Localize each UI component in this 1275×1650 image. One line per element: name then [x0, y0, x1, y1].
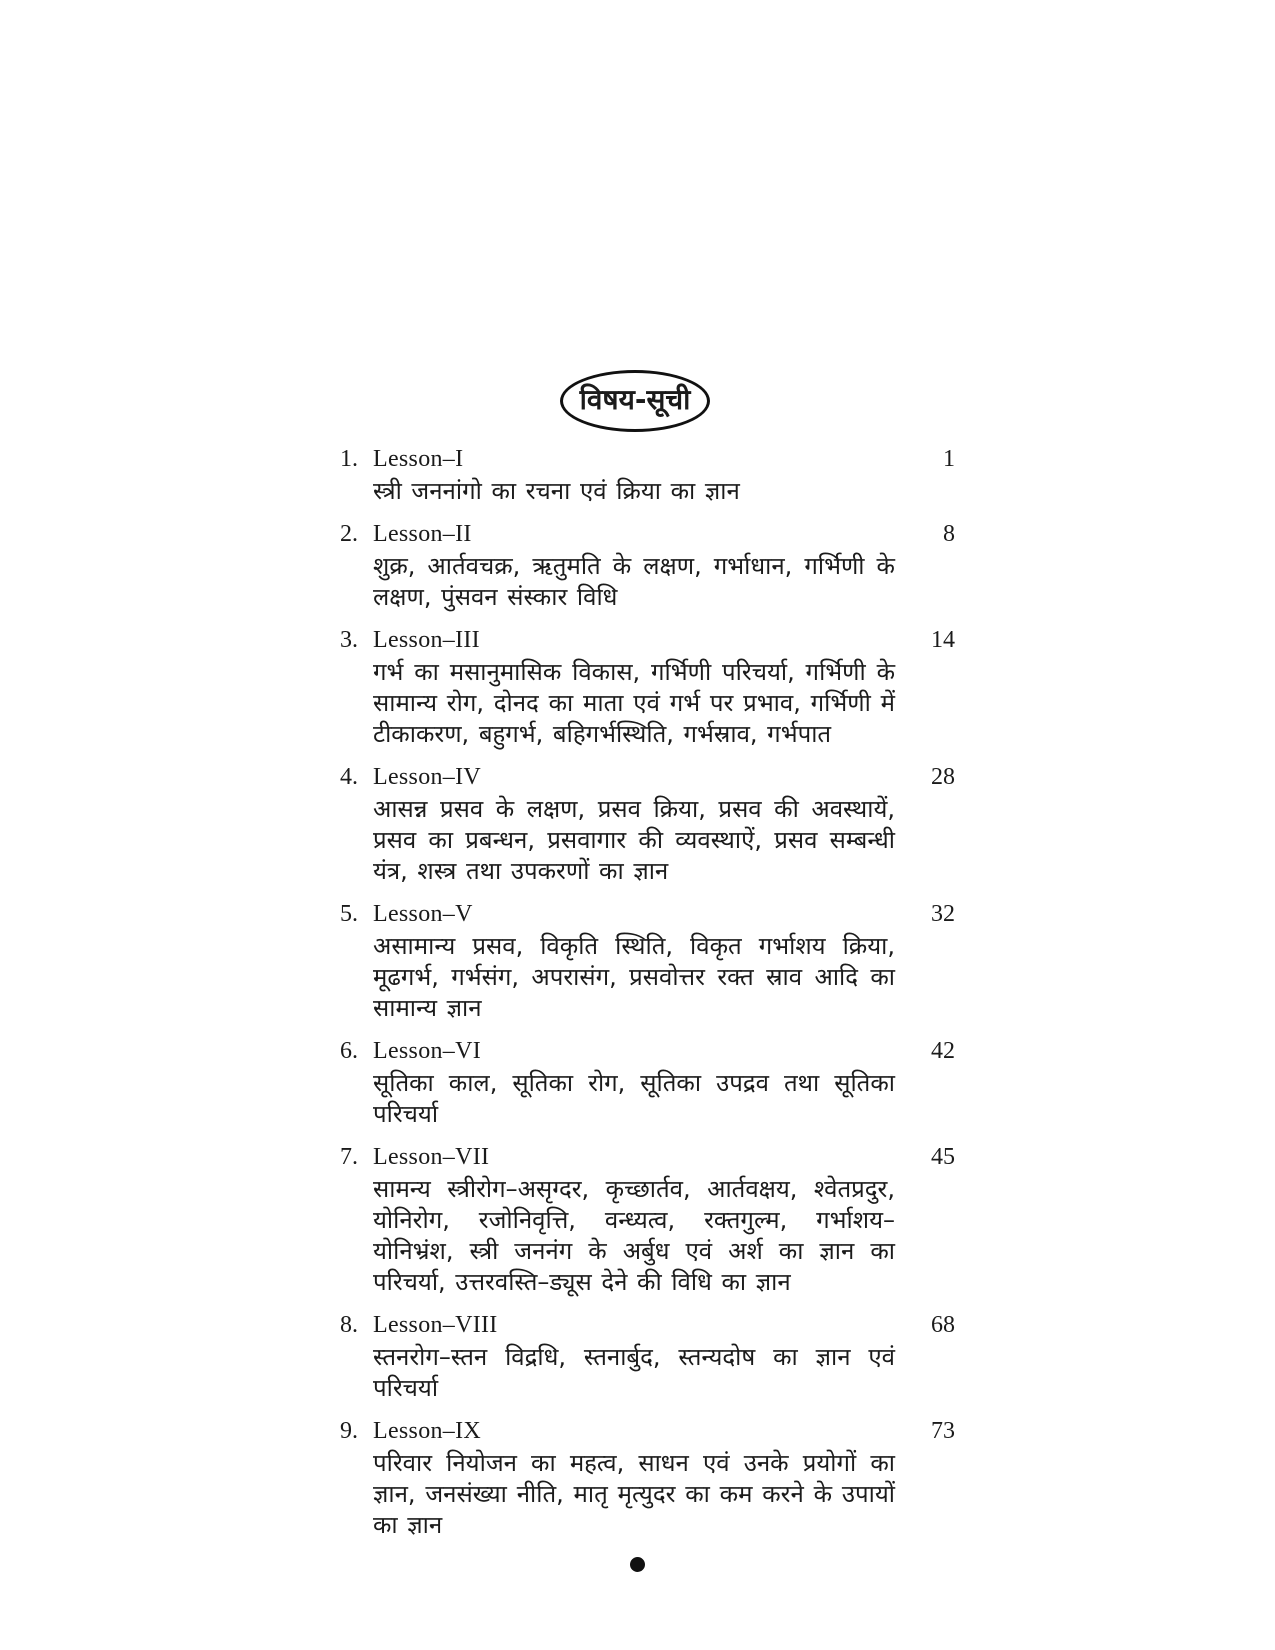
entry-title: Lesson–IV: [373, 764, 482, 790]
entry-page-number: 14: [931, 627, 955, 653]
entry-title: Lesson–VIII: [373, 1312, 498, 1338]
end-of-contents-bullet: [630, 1557, 645, 1572]
toc-entry: [340, 1416, 955, 1541]
entry-description: आसन्न प्रसव के लक्षण, प्रसव क्रिया, प्रसव की अवस्थायें, प्रसव का प्रबन्धन, प्रसवागार की व्यवस्थाऐं, प्रसव सम्बन्धी यंत्र, शस्त्र तथा उपकरणों का ज्ञान: [373, 795, 895, 885]
entry-title: Lesson–V: [373, 901, 473, 927]
entry-number: 7.: [340, 1144, 358, 1170]
entry-description: सूतिका काल, सूतिका रोग, सूतिका उपद्रव तथा सूतिका परिचर्या: [373, 1069, 895, 1128]
entry-description: सामन्य स्त्रीरोग–असृग्दर, कृच्छार्तव, आर्तवक्षय, श्वेतप्रदुर, योनिरोग, रजोनिवृत्ति, वन्ध्यत्व, रक्तगुल्म, गर्भाशय–योनिभ्रंश, स्त्री जननंग के अर्बुध एवं अर्श का ज्ञान का परिचर्या, उत्तरवस्ति–ड्यूस देने की विधि का ज्ञान: [373, 1175, 895, 1296]
entry-description: स्त्री जननांगो का रचना एवं क्रिया का ज्ञान: [373, 477, 740, 505]
toc-entry: [340, 625, 955, 750]
toc-entry: [340, 444, 955, 507]
entry-description: गर्भ का मसानुमासिक विकास, गर्भिणी परिचर्या, गर्भिणी के सामान्य रोग, दोनद का माता एवं गर्भ पर प्रभाव, गर्भिणी में टीकाकरण, बहुगर्भ, बहिगर्भस्थिति, गर्भस्राव, गर्भपात: [373, 658, 895, 748]
entry-number: 4.: [340, 764, 358, 790]
entry-description: परिवार नियोजन का महत्व, साधन एवं उनके प्रयोगों का ज्ञान, जनसंख्या नीति, मातृ मृत्युदर का कम करने के उपायों का ज्ञान: [373, 1449, 895, 1539]
entry-page-number: 28: [931, 764, 955, 790]
entry-number: 3.: [340, 627, 358, 653]
entry-page-number: 68: [931, 1312, 955, 1338]
entry-number: 2.: [340, 521, 358, 547]
entry-title: Lesson–III: [373, 627, 480, 653]
page-title: विषय-सूची: [579, 382, 691, 416]
entry-description: स्तनरोग–स्तन विद्रधि, स्तनार्बुद, स्तन्यदोष का ज्ञान एवं परिचर्या: [373, 1343, 895, 1402]
entry-number: 9.: [340, 1418, 358, 1444]
entry-number: 8.: [340, 1312, 358, 1338]
entry-description: शुक्र, आर्तवचक्र, ऋतुमति के लक्षण, गर्भाधान, गर्भिणी के लक्षण, पुंसवन संस्कार विधि: [373, 552, 895, 611]
entry-page-number: 45: [931, 1144, 955, 1170]
toc-entry: [340, 899, 955, 1024]
toc-entry-head: [340, 899, 955, 929]
entry-page-number: 42: [931, 1038, 955, 1064]
toc-entry: [340, 1142, 955, 1298]
toc-entry-head: [340, 1416, 955, 1446]
entry-title: Lesson–VI: [373, 1038, 482, 1064]
contents-title-oval: [560, 370, 710, 432]
toc-entry: [340, 519, 955, 613]
toc-entry-head: [340, 519, 955, 549]
toc-entry: [340, 762, 955, 887]
toc-list: [340, 444, 955, 1541]
toc-entry-head: [340, 1310, 955, 1340]
entry-number: 5.: [340, 901, 358, 927]
table-of-contents: [340, 370, 955, 1572]
entry-number: 6.: [340, 1038, 358, 1064]
toc-entry-head: [340, 1036, 955, 1066]
toc-entry-head: [340, 444, 955, 474]
entry-title: Lesson–VII: [373, 1144, 490, 1170]
toc-entry-head: [340, 625, 955, 655]
entry-description: असामान्य प्रसव, विकृति स्थिति, विकृत गर्भाशय क्रिया, मूढगर्भ, गर्भसंग, अपरासंग, प्रसवोत्तर रक्त स्राव आदि का सामान्य ज्ञान: [373, 932, 895, 1022]
toc-entry: [340, 1036, 955, 1130]
toc-entry-head: [340, 762, 955, 792]
toc-entry: [340, 1310, 955, 1404]
entry-page-number: 8: [943, 521, 955, 547]
entry-page-number: 1: [943, 446, 955, 472]
entry-page-number: 32: [931, 901, 955, 927]
toc-entry-head: [340, 1142, 955, 1172]
entry-page-number: 73: [931, 1418, 955, 1444]
entry-title: Lesson–II: [373, 521, 472, 547]
entry-title: Lesson–IX: [373, 1418, 482, 1444]
entry-number: 1.: [340, 446, 358, 472]
entry-title: Lesson–I: [373, 446, 464, 472]
